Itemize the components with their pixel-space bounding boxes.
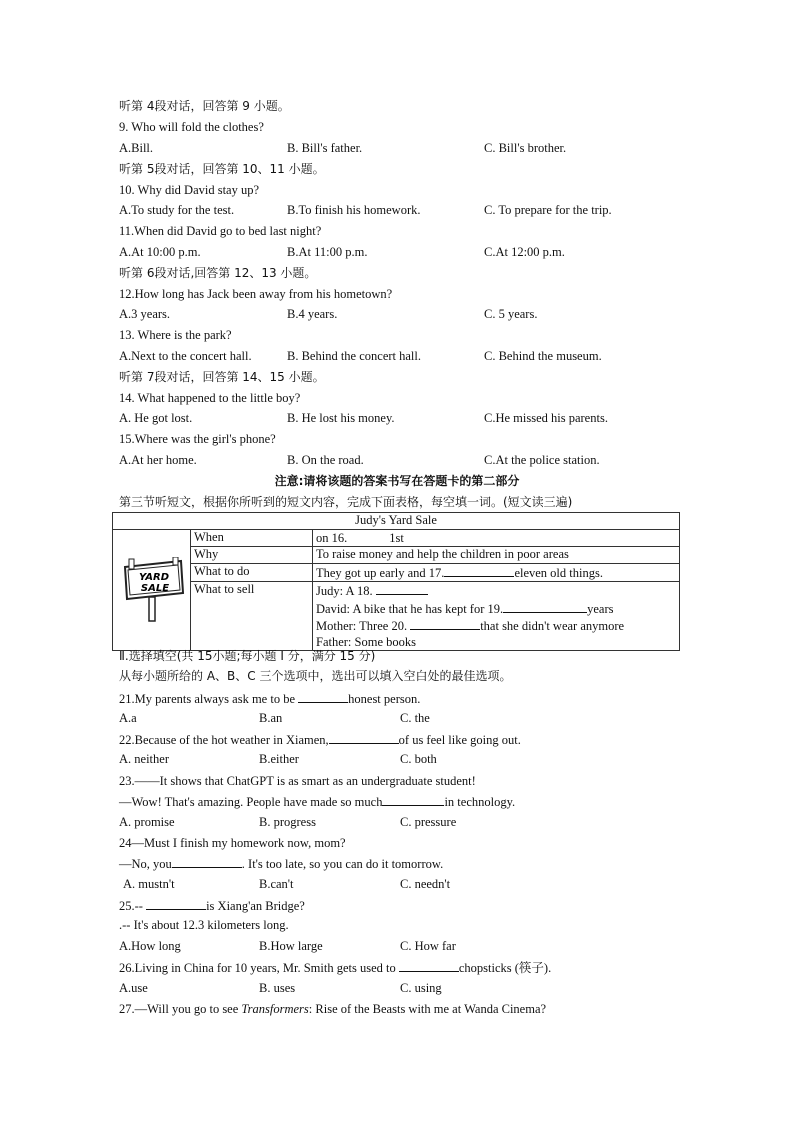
q11-option-b: B.At 11:00 p.m. <box>287 245 368 259</box>
question-24-line1: 24—Must I finish my homework now, mom? <box>119 836 346 850</box>
q23-option-a: A. promise <box>119 815 175 829</box>
q22-suffix: of us feel like going out. <box>398 733 521 747</box>
row-value-why: To raise money and help the children in poor areas <box>313 547 680 564</box>
sell-mother <box>316 617 676 635</box>
q9-option-c: C. Bill's brother. <box>484 141 567 155</box>
q26-option-b: B. uses <box>259 981 296 995</box>
question-14: 14. What happened to the little boy? <box>119 391 301 405</box>
q26-option-a: A.use <box>119 981 148 995</box>
q13-option-c: C. Behind the museum. <box>484 349 602 363</box>
q27-movie-title: Transformers <box>241 1002 309 1016</box>
q23-prefix: —Wow! That's amazing. People have made so much <box>119 795 383 809</box>
question-23-line1: 23.——It shows that ChatGPT is as smart as an undergraduate student! <box>119 774 476 788</box>
sell-judy <box>316 582 676 600</box>
q22-prefix: 22.Because of the hot weather in Xiamen, <box>119 733 329 747</box>
blank-23[interactable] <box>382 793 444 806</box>
q21-option-a: A.a <box>119 711 137 725</box>
blank-19[interactable] <box>503 600 587 613</box>
q21-option-c: C. the <box>400 711 430 725</box>
question-25-line1 <box>119 897 305 914</box>
q21-prefix: 21.My parents always ask me to be <box>119 692 299 706</box>
section-heading-4: 听第 4段对话，回答第 9 小题。 <box>119 99 290 113</box>
q12-option-a: A.3 years. <box>119 307 171 321</box>
sell-father: Father: Some books <box>316 634 416 649</box>
row-label-what-to-sell: What to sell <box>191 582 313 651</box>
q14-option-c: C.He missed his parents. <box>484 411 608 425</box>
answer-sheet-notice: 注意:请将该题的答案书写在答题卡的第二部分 <box>274 474 520 488</box>
question-22 <box>119 731 521 748</box>
blank-21[interactable] <box>298 690 348 703</box>
q24-option-a: A. mustn't <box>123 877 175 891</box>
blank-17[interactable] <box>444 564 514 577</box>
q25-option-b: B.How large <box>259 939 323 953</box>
yard-sale-table <box>112 512 680 651</box>
q23-suffix: in technology. <box>444 795 516 809</box>
blank-26[interactable] <box>399 959 459 972</box>
q21-option-b: B.an <box>259 711 283 725</box>
question-15: 15.Where was the girl's phone? <box>119 432 276 446</box>
row-label-why: Why <box>191 547 313 564</box>
part2-instruction: 从每小题所给的 A、B、C 三个选项中，选出可以填入空白处的最佳选项。 <box>119 669 512 683</box>
q9-option-b: B. Bill's father. <box>287 141 363 155</box>
q15-option-b: B. On the road. <box>287 453 364 467</box>
q25-option-c: C. How far <box>400 939 456 953</box>
q11-option-a: A.At 10:00 p.m. <box>119 245 201 259</box>
q22-option-a: A. neither <box>119 752 169 766</box>
q24-prefix: —No, you <box>119 857 172 871</box>
q26-option-c: C. using <box>400 981 442 995</box>
sell-david-prefix: David: A bike that he has kept for 19. <box>316 601 504 616</box>
part3-heading: 第三节听短文，根据你所听到的短文内容，完成下面表格，每空填一词。(短文读三遍) <box>119 495 573 509</box>
row-value-what-to-sell <box>313 582 680 651</box>
q25-suffix: is Xiang'an Bridge? <box>206 899 305 913</box>
sign-text-sale: SALE <box>140 582 169 594</box>
question-24-line2 <box>119 855 443 872</box>
q25-option-a: A.How long <box>119 939 181 953</box>
q13-option-a: A.Next to the concert hall. <box>119 349 252 363</box>
question-10: 10. Why did David stay up? <box>119 183 260 197</box>
question-26 <box>119 959 551 976</box>
blank-25[interactable] <box>146 897 206 910</box>
question-23-line2 <box>119 793 515 810</box>
q22-option-b: B.either <box>259 752 299 766</box>
sell-david <box>316 600 676 618</box>
q12-option-b: B.4 years. <box>287 307 338 321</box>
q10-option-a: A.To study for the test. <box>119 203 235 217</box>
q14-option-b: B. He lost his money. <box>287 411 395 425</box>
row-label-what-to-do: What to do <box>191 563 313 582</box>
blank-20[interactable] <box>410 617 480 630</box>
q11-option-c: C.At 12:00 p.m. <box>484 245 565 259</box>
blank-16[interactable] <box>347 530 389 542</box>
q24-option-c: C. needn't <box>400 877 451 891</box>
sell-mother-suffix: that she didn't wear anymore <box>480 619 625 633</box>
blank-18[interactable] <box>376 582 428 595</box>
row-value-when <box>313 529 680 547</box>
what-to-do-suffix: eleven old things. <box>514 565 603 580</box>
sell-mother-prefix: Mother: Three 20. <box>316 619 411 633</box>
question-13: 13. Where is the park? <box>119 328 232 342</box>
yard-sale-sign-cell <box>113 529 191 651</box>
row-value-what-to-do <box>313 563 680 582</box>
question-21 <box>119 690 420 707</box>
part2-heading: Ⅱ.选择填空(共 15小题;每小题 I 分，满分 15 分) <box>119 649 376 663</box>
q24-option-b: B.can't <box>259 877 294 891</box>
q12-option-c: C. 5 years. <box>484 307 538 321</box>
q13-option-b: B. Behind the concert hall. <box>287 349 421 363</box>
question-25-line2: .-- It's about 12.3 kilometers long. <box>119 918 289 932</box>
q22-option-c: C. both <box>400 752 437 766</box>
q27-suffix: : Rise of the Beasts with me at Wanda Cinema? <box>308 1002 547 1016</box>
q15-option-c: C.At the police station. <box>484 453 600 467</box>
question-9: 9. Who will fold the clothes? <box>119 120 264 134</box>
sell-judy-text: Judy: A 18. <box>316 584 373 598</box>
q23-option-b: B. progress <box>259 815 316 829</box>
section-heading-6: 听第 6段对话,回答第 12、13 小题。 <box>119 266 317 280</box>
when-suffix: 1st <box>389 530 404 545</box>
q25-prefix: 25.-- <box>119 899 147 913</box>
question-27 <box>119 1001 546 1017</box>
blank-22[interactable] <box>329 731 399 744</box>
q9-option-a: A.Bill. <box>119 141 154 155</box>
sell-david-suffix: years <box>587 601 614 616</box>
when-prefix: on 16. <box>316 530 348 545</box>
question-12: 12.How long has Jack been away from his hometown? <box>119 287 393 301</box>
question-11: 11.When did David go to bed last night? <box>119 224 322 238</box>
q21-suffix: honest person. <box>348 692 421 706</box>
sign-text-yard: YARD <box>138 571 169 583</box>
section-heading-7: 听第 7段对话，回答第 14、15 小题。 <box>119 370 325 384</box>
table-title: Judy's Yard Sale <box>113 513 680 530</box>
blank-24[interactable] <box>172 855 242 868</box>
q10-option-b: B.To finish his homework. <box>287 203 421 217</box>
row-label-when: When <box>191 529 313 547</box>
q15-option-a: A.At her home. <box>119 453 197 467</box>
q27-prefix: 27.—Will you go to see <box>119 1002 242 1016</box>
q26-suffix: chopsticks (筷子). <box>458 961 552 975</box>
what-to-do-prefix: They got up early and 17. <box>316 565 445 580</box>
q10-option-c: C. To prepare for the trip. <box>484 203 612 217</box>
q14-option-a: A. He got lost. <box>119 411 193 425</box>
yard-sale-sign-icon <box>115 557 189 623</box>
section-heading-5: 听第 5段对话，回答第 10、11 小题。 <box>119 162 325 176</box>
q24-suffix: . It's too late, so you can do it tomorrow. <box>241 857 444 871</box>
q23-option-c: C. pressure <box>400 815 457 829</box>
q26-prefix: 26.Living in China for 10 years, Mr. Smith gets used to <box>119 961 399 975</box>
